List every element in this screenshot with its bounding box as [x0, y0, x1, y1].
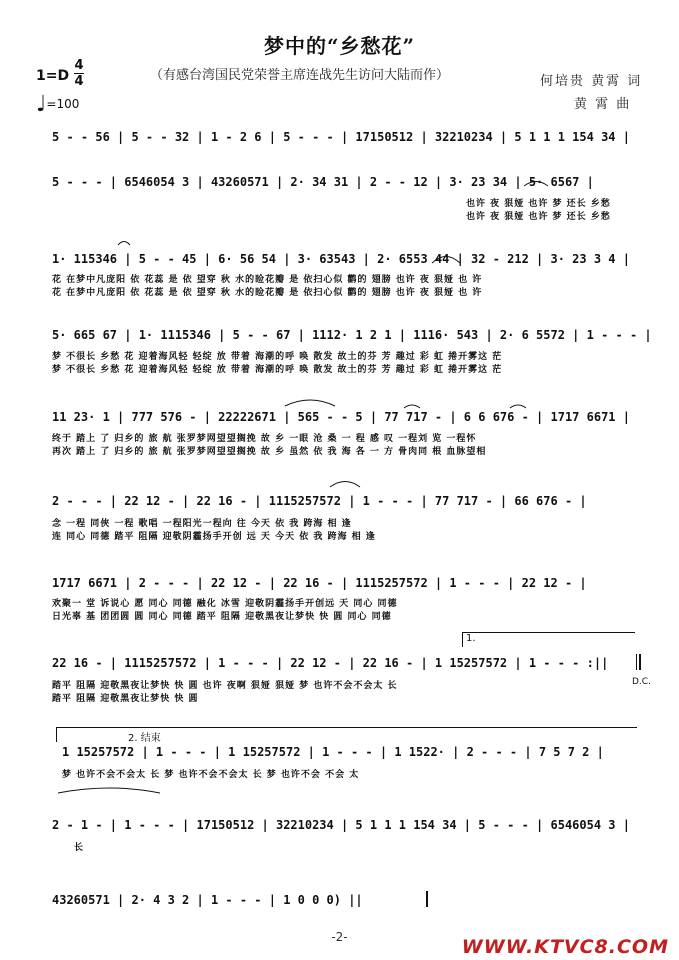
score-row-4-notes: 5· 665 67 | 1· 1115346 | 5 - - 67 | 1112· 1 2 1 | 1116· 543 | 2· 6 5572 | 1 - - - | [52, 328, 652, 342]
score-row-10-lyric-1: 长 [74, 843, 85, 853]
slur-mark [285, 400, 335, 406]
repeat-bar [636, 654, 637, 670]
tempo-value: =100 [46, 97, 80, 111]
lyricist-credit: 何培贵 黄霄 词 [540, 74, 643, 89]
score-row-3-lyric-1: 花 在梦中凡庞阳 依 花蕊 是 依 望穿 秋 水的睑花瓣 是 依扫心似 鹳的 翅膀 也许 夜 狠娅 也 许 [52, 275, 483, 285]
key-signature: 1=D [36, 68, 70, 84]
score-row-10-notes: 2 - 1 - | 1 - - - | 17150512 | 32210234 | 5 1 1 1 154 34 | 5 - - - | 6546054 3 | [52, 818, 630, 832]
tie-mark [58, 788, 160, 793]
slur-mark [404, 405, 420, 408]
score-row-11-notes: 43260571 | 2· 4 3 2 | 1 - - - | 1 0 0 0) || [52, 893, 363, 907]
slur-mark [524, 182, 548, 187]
time-signature-top: 4 [74, 58, 84, 73]
composer-credit: 黄 霄 曲 [574, 97, 632, 112]
song-subtitle: （有感台湾国民党荣誉主席连战先生访问大陆而作） [150, 68, 450, 83]
slur-mark [510, 405, 526, 408]
final-bar [426, 891, 428, 907]
score-row-3-notes: 1· 115346 | 5 - - 45 | 6· 56 54 | 3· 63543 | 2· 6553 44 | 32 - 212 | 3· 23 3 4 | [52, 252, 630, 266]
slur-mark [330, 482, 360, 488]
time-signature-bottom: 4 [74, 74, 84, 89]
score-row-8-lyric-2: 踏平 阻隔 迎敬黑夜让梦快 快 圆 [52, 694, 199, 704]
score-row-5-lyric-2: 再次 踏上 了 归乡的 旅 航 张罗梦网望望搁挽 故 乡 虽然 依 我 海 各 一 方 骨肉同 根 血脉望相 [52, 447, 487, 457]
slur-mark [432, 257, 460, 264]
score-row-2-notes: 5 - - - | 6546054 3 | 43260571 | 2· 34 31 | 2 - - 12 | 3· 23 34 | 5· 6567 | [52, 175, 594, 189]
score-row-6-lyric-2: 连 同心 同德 踏平 阻隔 迎敬阴霾扬手开创 远 天 今天 依 我 跨海 相 逢 [52, 532, 376, 542]
score-row-6-lyric-1: 念 一程 同俠 一程 歌唱 一程阳光一程向 往 今天 依 我 跨海 相 逢 [52, 519, 352, 529]
score-row-6-notes: 2 - - - | 22 12 - | 22 16 - | 1115257572 | 1 - - - | 77 717 - | 66 676 - | [52, 494, 587, 508]
score-row-7-notes: 1717 6671 | 2 - - - | 22 12 - | 22 16 - | 1115257572 | 1 - - - | 22 12 - | [52, 576, 587, 590]
score-row-9-lyric-1: 梦 也许不会不会太 长 梦 也许不会不会太 长 梦 也许不会 不会 太 [62, 770, 360, 780]
score-row-4-lyric-2: 梦 不很长 乡愁 花 迎着海风轻 轻绽 放 带着 海潮的呼 唤 散发 故土的芬 芳 趣过 彩 虹 捲开雾这 茫 [52, 365, 503, 375]
score-row-1-notes: 5 - - 56 | 5 - - 32 | 1 - 2 6 | 5 - - - | 17150512 | 32210234 | 5 1 1 1 154 34 | [52, 130, 630, 144]
score-row-9-notes: 1 15257572 | 1 - - - | 1 15257572 | 1 - - - | 1 1522· | 2 - - - | 7 5 7 2 | [62, 745, 604, 759]
score-row-2-lyric-2: 也许 夜 狠娅 也许 梦 还长 乡愁 [466, 212, 611, 222]
score-row-5-lyric-1: 终于 踏上 了 归乡的 旅 航 张罗梦网望望搁挽 故 乡 一眼 沧 桑 一 程 感 叹 一程刘 览 一程怀 [52, 434, 477, 444]
volta-label-2: 2. 结束 [128, 733, 161, 744]
slur-mark [118, 242, 130, 246]
score-row-8-lyric-1: 踏平 阻隔 迎敬黑夜让梦快 快 圆 也许 夜啊 狠娅 狠娅 梦 也许不会不会太 长 [52, 681, 398, 691]
score-row-3-lyric-2: 花 在梦中凡庞阳 依 花蕊 是 依 望穿 秋 水的睑花瓣 是 依扫心似 鹳的 翅膀 也许 夜 狠娅 也 许 [52, 288, 483, 298]
quarter-note-icon: ♩ [36, 92, 47, 117]
score-row-4-lyric-1: 梦 不很长 乡愁 花 迎着海风轻 轻绽 放 带着 海潮的呼 唤 散发 故土的芬 芳 趣过 彩 虹 捲开雾这 茫 [52, 352, 503, 362]
song-title: 梦中的“乡愁花” [263, 34, 415, 58]
page-number: -2- [331, 930, 348, 944]
score-row-5-notes: 11 23· 1 | 777 576 - | 22222671 | 565 - - 5 | 77 717 - | 6 6 676 - | 1717 6671 | [52, 410, 630, 424]
score-row-7-lyric-2: 日光辜 基 团团圆 圆 同心 同德 踏平 阻隔 迎敬黑夜让梦快 快 圆 同心 同德 [52, 612, 392, 622]
score-row-7-lyric-1: 欢聚一 堂 诉说心 愿 同心 同德 融化 冰雪 迎敬阴霾扬手开创远 天 同心 同德 [52, 599, 398, 609]
score-row-2-lyric-1: 也许 夜 狠娅 也许 梦 还长 乡愁 [466, 199, 611, 209]
volta-label-1: 1. [466, 633, 476, 644]
repeat-bar-thick [639, 654, 641, 670]
score-row-8-notes: 22 16 - | 1115257572 | 1 - - - | 22 12 - | 22 16 - | 1 15257572 | 1 - - - :|| [52, 656, 609, 670]
watermark-logo: WWW.KTVC8.COM [461, 936, 669, 958]
da-capo-mark: D.C. [632, 677, 651, 687]
